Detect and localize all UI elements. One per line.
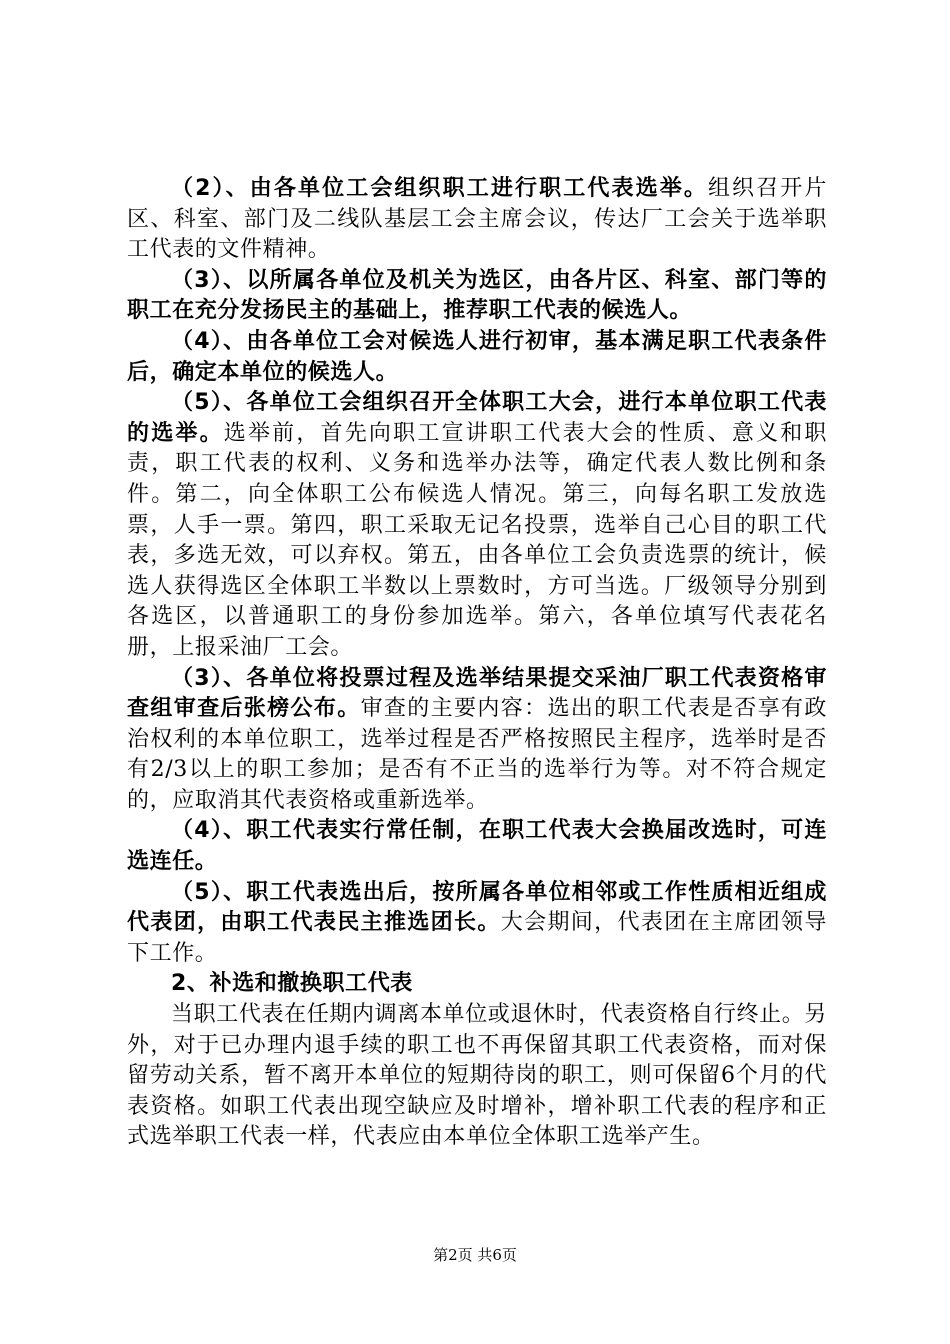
paragraph-lead: （4）、职工代表实行常任制，在职工代表大会换届改选时，可连选连任。 [127,818,827,875]
paragraph-lead: （3）、各单位将投票过程及选举结果提交采油厂职工代表资格审查组审查后张榜公布。 [127,665,827,722]
paragraph-body: 大会期间，代表团在主席团领导下工作。 [127,910,827,966]
paragraph-constituency [127,266,827,327]
paragraph-body: 审查的主要内容：选出的职工代表是否享有政治权利的本单位职工，选举过程是否严格按照民主程序，选举时是否有2/3以上的职工参加；是否有不正当的选举行为等。对不符合规定的，应取消其代表资格或重新选举。 [127,696,827,813]
paragraph-lead: （2）、由各单位工会组织职工进行职工代表选举。 [171,176,708,201]
paragraph-election-organize [127,174,827,266]
paragraph-general-assembly [127,388,827,663]
paragraph-body: 选举前，首先向职工宣讲职工代表大会的性质、意义和职责，职工代表的权利、义务和选举办法等，确定代表人数比例和条件。第二，向全体职工公布候选人情况。第三，向每名职工发放选票，人手一票。第四，职工采取无记名投票，选举自己心目的职工代表，多选无效，可以弃权。第五，由各单位工会负责选票的统计，候选人获得选区全体职工半数以上票数时，方可当选。厂级领导分别到各选区，以普通职工的身份参加选举。第六，各单位填写代表花名册，上报采油厂工会。 [127,420,827,660]
document-body [127,174,827,1153]
paragraph-lead: （5）、各单位工会组织召开全体职工大会，进行本单位职工代表的选举。 [127,390,827,446]
paragraph-permanent-term [127,816,827,877]
page-footer: 第2页 共6页 [433,1246,517,1264]
paragraph-lead: （3）、以所属各单位及机关为选区，由各片区、科室、部门等的职工在充分发扬民主的基础上，推荐职工代表的候选人。 [127,267,827,324]
paragraph-delegation [127,878,827,970]
paragraph-qualification-review [127,664,827,817]
section-heading: 2、补选和撤换职工代表 [171,971,413,997]
closing-paragraph: 当职工代表在任期内调离本单位或退休时，代表资格自行终止。另外，对于已办理内退手续的职工也不再保留其职工代表资格，而对保留劳动关系，暂不离开本单位的短期待岗的职工，则可保留6个月的代表资格。如职工代表出现空缺应及时增补，增补职工代表的程序和正式选举职工代表一样，代表应由本单位全体职工选举产生。 [127,1002,827,1150]
paragraph-preliminary-review [127,327,827,388]
paragraph-body: 组织召开片区、科室、部门及二线队基层工会主席会议，传达厂工会关于选举职工代表的文件精神。 [127,176,827,263]
paragraph-lead: （4）、由各单位工会对候选人进行初审，基本满足职工代表条件后，确定本单位的候选人。 [127,328,827,385]
paragraph-lead: （5）、职工代表选出后，按所属各单位相邻或工作性质相近组成代表团，由职工代表民主推选团长。 [127,879,827,936]
